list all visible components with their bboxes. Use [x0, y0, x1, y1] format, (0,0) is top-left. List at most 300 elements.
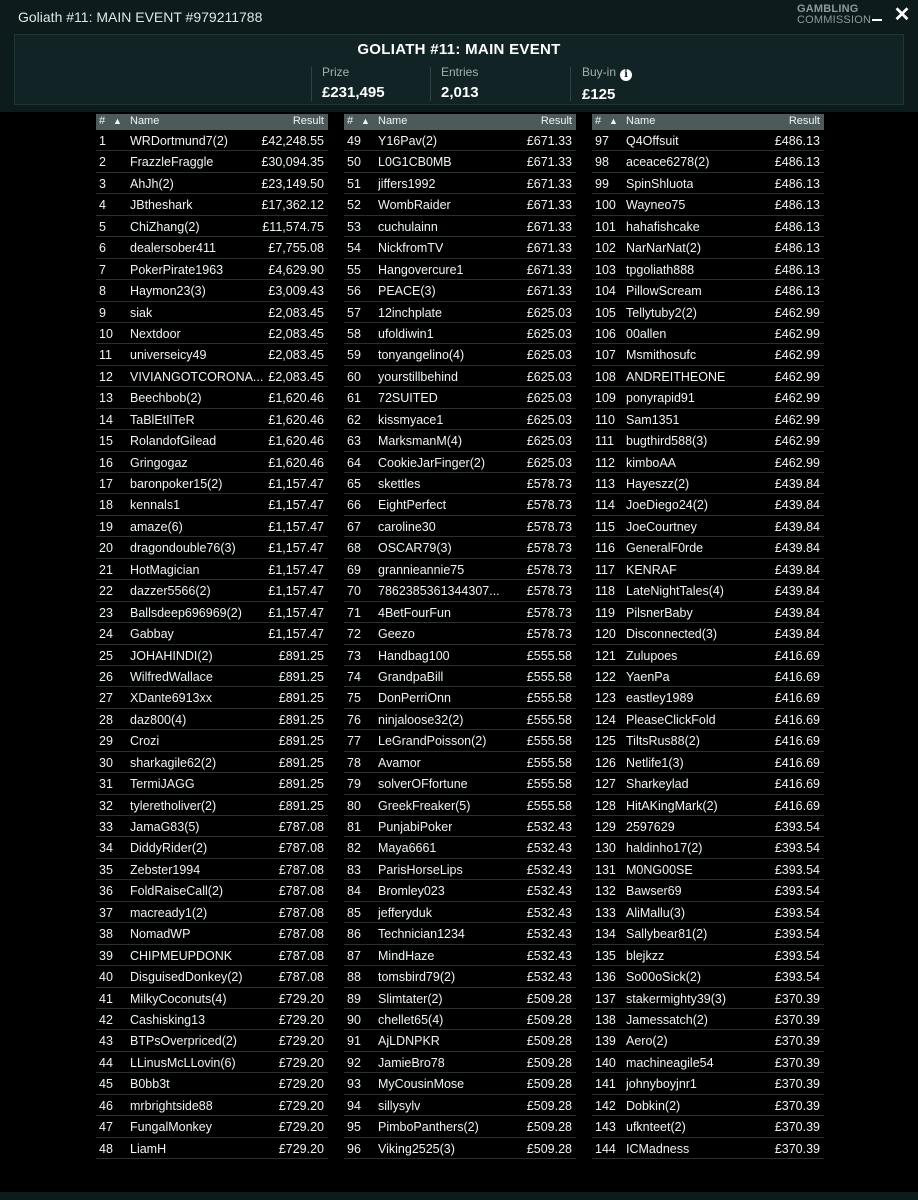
column-header-result[interactable]: Result — [788, 115, 820, 127]
player-name-cell: LeGrandPoisson(2) — [378, 734, 487, 749]
table-row[interactable] — [344, 494, 576, 515]
table-row[interactable] — [592, 602, 824, 623]
table-row[interactable] — [344, 1073, 576, 1094]
player-name-cell: OSCAR79(3) — [378, 541, 452, 556]
table-row[interactable] — [96, 752, 328, 773]
player-name-cell: haldinho17(2) — [626, 841, 703, 856]
column-header-rank[interactable]: # — [595, 115, 602, 127]
result-cell: £671.33 — [526, 262, 572, 277]
column-header-name[interactable]: Name — [378, 115, 408, 127]
column-header-result[interactable]: Result — [292, 115, 324, 127]
table-row[interactable] — [96, 194, 328, 215]
result-cell: £578.73 — [526, 519, 572, 534]
player-name-cell: JoeCourtney — [626, 519, 697, 534]
table-row[interactable] — [592, 237, 824, 258]
table-row[interactable] — [344, 344, 576, 365]
table-row[interactable] — [592, 687, 824, 708]
table-row[interactable] — [96, 473, 328, 494]
rank-cell: 134 — [595, 927, 616, 942]
result-cell: £532.43 — [526, 970, 572, 985]
table-row[interactable] — [592, 859, 824, 880]
table-row[interactable] — [344, 880, 576, 901]
rank-cell: 38 — [99, 927, 113, 942]
rank-cell: 86 — [347, 927, 361, 942]
table-row[interactable] — [96, 709, 328, 730]
event-title: GOLIATH #11: MAIN EVENT — [357, 41, 561, 58]
rank-cell: 45 — [99, 1077, 113, 1092]
table-row[interactable] — [592, 645, 824, 666]
table-row[interactable] — [592, 516, 824, 537]
table-row[interactable] — [96, 773, 328, 794]
table-row[interactable] — [344, 623, 576, 644]
table-row[interactable] — [344, 816, 576, 837]
result-cell: £462.99 — [774, 455, 820, 470]
column-header-rank[interactable]: # — [99, 115, 106, 127]
table-row[interactable] — [96, 452, 328, 473]
close-button[interactable]: ✕ — [893, 4, 911, 26]
table-row[interactable] — [344, 516, 576, 537]
table-row[interactable] — [344, 666, 576, 687]
prize-label: Prize — [322, 65, 350, 79]
table-row[interactable] — [344, 409, 576, 430]
table-row[interactable] — [592, 1009, 824, 1030]
table-row[interactable] — [592, 302, 824, 323]
table-row[interactable] — [96, 880, 328, 901]
table-row[interactable] — [344, 580, 576, 601]
table-row[interactable] — [344, 752, 576, 773]
table-row[interactable] — [96, 237, 328, 258]
player-name-cell: EightPerfect — [378, 498, 447, 513]
divider — [570, 67, 571, 101]
table-row[interactable] — [96, 1138, 328, 1159]
table-row[interactable] — [344, 323, 576, 344]
table-row[interactable] — [592, 730, 824, 751]
table-row[interactable] — [96, 173, 328, 194]
table-row[interactable] — [344, 302, 576, 323]
table-row[interactable] — [344, 151, 576, 172]
rank-cell: 80 — [347, 798, 361, 813]
table-row[interactable] — [96, 494, 328, 515]
player-name-cell: ICMadness — [626, 1141, 690, 1156]
table-row[interactable] — [344, 130, 576, 151]
rank-cell: 111 — [595, 434, 615, 449]
player-name-cell: sillysylv — [378, 1098, 421, 1113]
rank-cell: 74 — [347, 669, 361, 684]
rank-cell: 16 — [99, 455, 113, 470]
table-row[interactable] — [344, 902, 576, 923]
result-cell: £532.43 — [526, 862, 572, 877]
result-cell: £462.99 — [774, 348, 820, 363]
rank-cell: 47 — [99, 1120, 113, 1135]
table-row[interactable] — [96, 988, 328, 1009]
table-row[interactable] — [592, 837, 824, 858]
player-name-cell: Hayeszz(2) — [626, 477, 690, 491]
table-row[interactable] — [592, 473, 824, 494]
table-row[interactable] — [592, 752, 824, 773]
table-row[interactable] — [96, 645, 328, 666]
result-cell: £532.43 — [526, 841, 572, 856]
table-row[interactable] — [592, 216, 824, 237]
table-row[interactable] — [344, 709, 576, 730]
table-row[interactable] — [592, 387, 824, 408]
result-cell: £787.08 — [278, 905, 324, 920]
table-row[interactable] — [344, 387, 576, 408]
column-header-rank[interactable]: # — [347, 115, 354, 127]
table-row[interactable] — [344, 430, 576, 451]
rank-cell: 23 — [99, 605, 113, 620]
rank-cell: 101 — [595, 219, 616, 234]
table-row[interactable] — [592, 259, 824, 280]
table-row[interactable] — [96, 1009, 328, 1030]
rank-cell: 132 — [595, 884, 616, 899]
player-name-cell: tonyangelino(4) — [378, 348, 465, 363]
table-row[interactable] — [96, 216, 328, 237]
result-cell: £555.58 — [526, 734, 572, 749]
table-row[interactable] — [344, 837, 576, 858]
prize-value: £231,495 — [322, 84, 385, 101]
table-row[interactable] — [96, 430, 328, 451]
rank-cell: 22 — [99, 584, 113, 599]
table-row[interactable] — [344, 773, 576, 794]
table-row[interactable] — [96, 602, 328, 623]
player-name-cell: Avamor — [378, 755, 421, 770]
player-name-cell: 7862385361344307... — [378, 584, 500, 599]
table-row[interactable] — [96, 730, 328, 751]
table-row[interactable] — [592, 988, 824, 1009]
rank-cell: 59 — [347, 348, 361, 363]
result-cell: £509.28 — [526, 1055, 572, 1070]
rank-cell: 77 — [347, 734, 361, 749]
result-cell: £787.08 — [278, 948, 324, 963]
rank-cell: 102 — [595, 241, 616, 256]
player-name-cell: L0G1CB0MB — [378, 155, 452, 170]
rank-cell: 25 — [99, 648, 113, 663]
table-row[interactable] — [96, 366, 328, 387]
rank-cell: 122 — [595, 669, 616, 684]
table-row[interactable] — [344, 602, 576, 623]
table-row[interactable] — [96, 151, 328, 172]
table-row[interactable] — [96, 902, 328, 923]
sort-ascending-icon[interactable]: ▲ — [609, 116, 618, 126]
table-row[interactable] — [96, 795, 328, 816]
table-row[interactable] — [344, 945, 576, 966]
result-cell: £509.28 — [526, 991, 572, 1006]
rank-cell: 92 — [347, 1055, 361, 1070]
table-row[interactable] — [592, 409, 824, 430]
rank-cell: 99 — [595, 176, 609, 191]
rank-cell: 63 — [347, 434, 361, 449]
result-cell: £370.39 — [774, 1120, 820, 1135]
column-header-name[interactable]: Name — [626, 115, 656, 127]
table-row[interactable] — [592, 923, 824, 944]
player-name-cell: MindHaze — [378, 948, 435, 963]
table-row[interactable] — [592, 773, 824, 794]
table-row[interactable] — [592, 816, 824, 837]
rank-cell: 11 — [99, 348, 112, 363]
table-row[interactable] — [592, 537, 824, 558]
table-row[interactable] — [96, 537, 328, 558]
table-row[interactable] — [344, 923, 576, 944]
rank-cell: 88 — [347, 970, 361, 985]
table-row[interactable] — [96, 1116, 328, 1137]
table-row[interactable] — [344, 988, 576, 1009]
table-row[interactable] — [344, 1095, 576, 1116]
table-row[interactable] — [344, 1116, 576, 1137]
table-row[interactable] — [344, 237, 576, 258]
table-row[interactable] — [96, 280, 328, 301]
player-name-cell: ponyrapid91 — [626, 391, 695, 406]
table-row[interactable] — [592, 966, 824, 987]
player-name-cell: Hangovercure1 — [378, 262, 464, 277]
info-icon[interactable]: i — [620, 69, 632, 81]
result-cell: £578.73 — [526, 627, 572, 642]
player-name-cell: 00allen — [626, 326, 667, 341]
table-row[interactable] — [344, 559, 576, 580]
table-row[interactable] — [344, 473, 576, 494]
player-name-cell: solverOFfortune — [378, 777, 468, 792]
result-cell: £393.54 — [774, 884, 820, 899]
player-name-cell: AjLDNPKR — [378, 1034, 440, 1049]
rank-cell: 33 — [99, 820, 113, 834]
player-name-cell: kennals1 — [130, 498, 181, 513]
player-name-cell: HotMagician — [130, 562, 200, 577]
table-row[interactable] — [592, 452, 824, 473]
table-row[interactable] — [592, 1138, 824, 1159]
rank-cell: 68 — [347, 541, 361, 556]
table-row[interactable] — [96, 623, 328, 644]
table-row[interactable] — [592, 795, 824, 816]
player-name-cell: aceace6278(2) — [626, 155, 710, 170]
rank-cell: 115 — [595, 519, 615, 534]
sort-ascending-icon[interactable]: ▲ — [113, 116, 122, 126]
table-row[interactable] — [592, 880, 824, 901]
result-cell: £416.69 — [774, 712, 820, 727]
table-row[interactable] — [592, 1073, 824, 1094]
table-row[interactable] — [344, 280, 576, 301]
table-row[interactable] — [344, 795, 576, 816]
result-cell: £462.99 — [774, 391, 820, 406]
player-name-cell: Gabbay — [130, 627, 174, 642]
player-name-cell: Beechbob(2) — [130, 391, 202, 406]
table-row[interactable] — [344, 1138, 576, 1159]
table-row[interactable] — [592, 1116, 824, 1137]
rank-cell: 84 — [347, 884, 361, 899]
player-name-cell: Tellytuby2(2) — [626, 305, 697, 320]
table-row[interactable] — [344, 194, 576, 215]
results-column — [96, 114, 328, 1159]
player-name-cell: eastley1989 — [626, 691, 694, 706]
result-cell: £439.84 — [774, 562, 820, 577]
table-row[interactable] — [592, 323, 824, 344]
rank-cell: 10 — [99, 326, 113, 341]
table-row[interactable] — [592, 623, 824, 644]
table-row[interactable] — [592, 559, 824, 580]
rank-cell: 109 — [595, 391, 616, 406]
table-row[interactable] — [96, 945, 328, 966]
entries-label: Entries — [441, 65, 479, 79]
table-row[interactable] — [96, 859, 328, 880]
rank-cell: 17 — [99, 477, 113, 491]
table-row[interactable] — [592, 1095, 824, 1116]
player-name-cell: jiffers1992 — [378, 176, 436, 191]
table-row[interactable] — [592, 580, 824, 601]
rank-cell: 62 — [347, 412, 361, 427]
player-name-cell: caroline30 — [378, 519, 436, 534]
table-row[interactable] — [96, 666, 328, 687]
table-header[interactable] — [96, 114, 328, 130]
result-cell: £393.54 — [774, 841, 820, 856]
result-cell: £625.03 — [526, 412, 572, 427]
player-name-cell: ParisHorseLips — [378, 862, 463, 877]
player-name-cell: mrbrightside88 — [130, 1098, 213, 1113]
table-row[interactable] — [592, 1030, 824, 1051]
table-row[interactable] — [96, 923, 328, 944]
buyin-value: £125 — [582, 86, 616, 103]
gambling-commission-logo: GAMBLING COMMISSION — [797, 3, 872, 26]
player-name-cell: Wayneo75 — [626, 198, 686, 213]
result-cell: £2,083.45 — [268, 305, 324, 320]
table-row[interactable] — [96, 1095, 328, 1116]
rank-cell: 124 — [595, 712, 616, 727]
result-cell: £671.33 — [526, 134, 572, 148]
table-row[interactable] — [96, 516, 328, 537]
result-cell: £439.84 — [774, 584, 820, 599]
table-row[interactable] — [344, 259, 576, 280]
result-cell: £439.84 — [774, 477, 820, 491]
table-row[interactable] — [592, 151, 824, 172]
player-name-cell: Gringogaz — [130, 455, 188, 470]
table-header[interactable] — [592, 114, 824, 130]
player-name-cell: NarNarNat(2) — [626, 241, 702, 256]
rank-cell: 51 — [347, 176, 361, 191]
table-row[interactable] — [96, 837, 328, 858]
table-row[interactable] — [96, 687, 328, 708]
result-cell: £462.99 — [774, 412, 820, 427]
table-row[interactable] — [592, 344, 824, 365]
table-row[interactable] — [592, 666, 824, 687]
table-row[interactable] — [96, 580, 328, 601]
table-row[interactable] — [96, 259, 328, 280]
table-row[interactable] — [96, 1030, 328, 1051]
table-row[interactable] — [592, 709, 824, 730]
result-cell: £787.08 — [278, 884, 324, 899]
table-row[interactable] — [592, 194, 824, 215]
result-cell: £439.84 — [774, 605, 820, 620]
rank-cell: 60 — [347, 369, 361, 384]
table-row[interactable] — [344, 1030, 576, 1051]
table-row[interactable] — [592, 173, 824, 194]
player-name-cell: LiamH — [130, 1141, 167, 1156]
rank-cell: 70 — [347, 584, 361, 599]
rank-cell: 24 — [99, 627, 113, 642]
result-cell: £393.54 — [774, 970, 820, 985]
table-header[interactable] — [344, 114, 576, 130]
table-row[interactable] — [344, 537, 576, 558]
result-cell: £2,083.45 — [268, 369, 324, 384]
column-header-result[interactable]: Result — [540, 115, 572, 127]
rank-cell: 87 — [347, 948, 361, 963]
result-cell: £509.28 — [526, 1098, 572, 1113]
result-cell: £30,094.35 — [261, 155, 324, 170]
table-row[interactable] — [592, 130, 824, 151]
table-row[interactable] — [344, 730, 576, 751]
table-row[interactable] — [96, 1073, 328, 1094]
table-row[interactable] — [344, 1052, 576, 1073]
rank-cell: 28 — [99, 712, 113, 727]
minimize-button[interactable] — [870, 8, 884, 24]
table-row[interactable] — [344, 1009, 576, 1030]
rank-cell: 31 — [99, 777, 113, 792]
player-name-cell: SpinShluota — [626, 176, 694, 191]
table-row[interactable] — [344, 216, 576, 237]
player-name-cell: macready1(2) — [130, 905, 208, 920]
table-row[interactable] — [344, 452, 576, 473]
table-row[interactable] — [592, 902, 824, 923]
player-name-cell: Bromley023 — [378, 884, 445, 899]
player-name-cell: kimboAA — [626, 455, 677, 470]
player-name-cell: RolandofGilead — [130, 434, 217, 449]
player-name-cell: ninjaloose32(2) — [378, 712, 464, 727]
player-name-cell: Q4Offsuit — [626, 134, 679, 148]
sort-ascending-icon[interactable]: ▲ — [361, 116, 370, 126]
table-row[interactable] — [96, 1052, 328, 1073]
table-row[interactable] — [96, 130, 328, 151]
table-row[interactable] — [344, 687, 576, 708]
table-row[interactable] — [96, 323, 328, 344]
rank-cell: 6 — [99, 241, 106, 256]
column-header-name[interactable]: Name — [130, 115, 160, 127]
table-row[interactable] — [344, 859, 576, 880]
table-row[interactable] — [592, 494, 824, 515]
table-row[interactable] — [592, 280, 824, 301]
rank-cell: 130 — [595, 841, 616, 856]
player-name-cell: Nextdoor — [130, 326, 181, 341]
table-row[interactable] — [344, 966, 576, 987]
table-row[interactable] — [96, 966, 328, 987]
rank-cell: 123 — [595, 691, 616, 706]
table-row[interactable] — [96, 559, 328, 580]
table-row[interactable] — [96, 302, 328, 323]
table-row[interactable] — [96, 816, 328, 837]
prize-stat — [322, 65, 385, 101]
result-cell: £486.13 — [774, 176, 820, 191]
table-row[interactable] — [96, 387, 328, 408]
table-row[interactable] — [96, 344, 328, 365]
player-name-cell: Technician1234 — [378, 927, 465, 942]
table-row[interactable] — [592, 366, 824, 387]
result-cell: £509.28 — [526, 1012, 572, 1027]
result-cell: £625.03 — [526, 369, 572, 384]
rank-cell: 127 — [595, 777, 616, 792]
table-row[interactable] — [592, 430, 824, 451]
table-row[interactable] — [96, 409, 328, 430]
rank-cell: 113 — [595, 477, 615, 491]
rank-cell: 104 — [595, 284, 616, 299]
table-row[interactable] — [592, 945, 824, 966]
table-row[interactable] — [592, 1052, 824, 1073]
table-row[interactable] — [344, 366, 576, 387]
player-name-cell: chellet65(4) — [378, 1012, 444, 1027]
entries-value: 2,013 — [441, 84, 479, 101]
table-row[interactable] — [344, 173, 576, 194]
result-cell: £671.33 — [526, 176, 572, 191]
player-name-cell: Slimtater(2) — [378, 991, 443, 1006]
player-name-cell: PimboPanthers(2) — [378, 1120, 479, 1135]
rank-cell: 67 — [347, 519, 361, 534]
result-cell: £17,362.12 — [261, 198, 324, 213]
table-row[interactable] — [344, 645, 576, 666]
window-title: Goliath #11: MAIN EVENT #979211788 — [18, 9, 263, 25]
